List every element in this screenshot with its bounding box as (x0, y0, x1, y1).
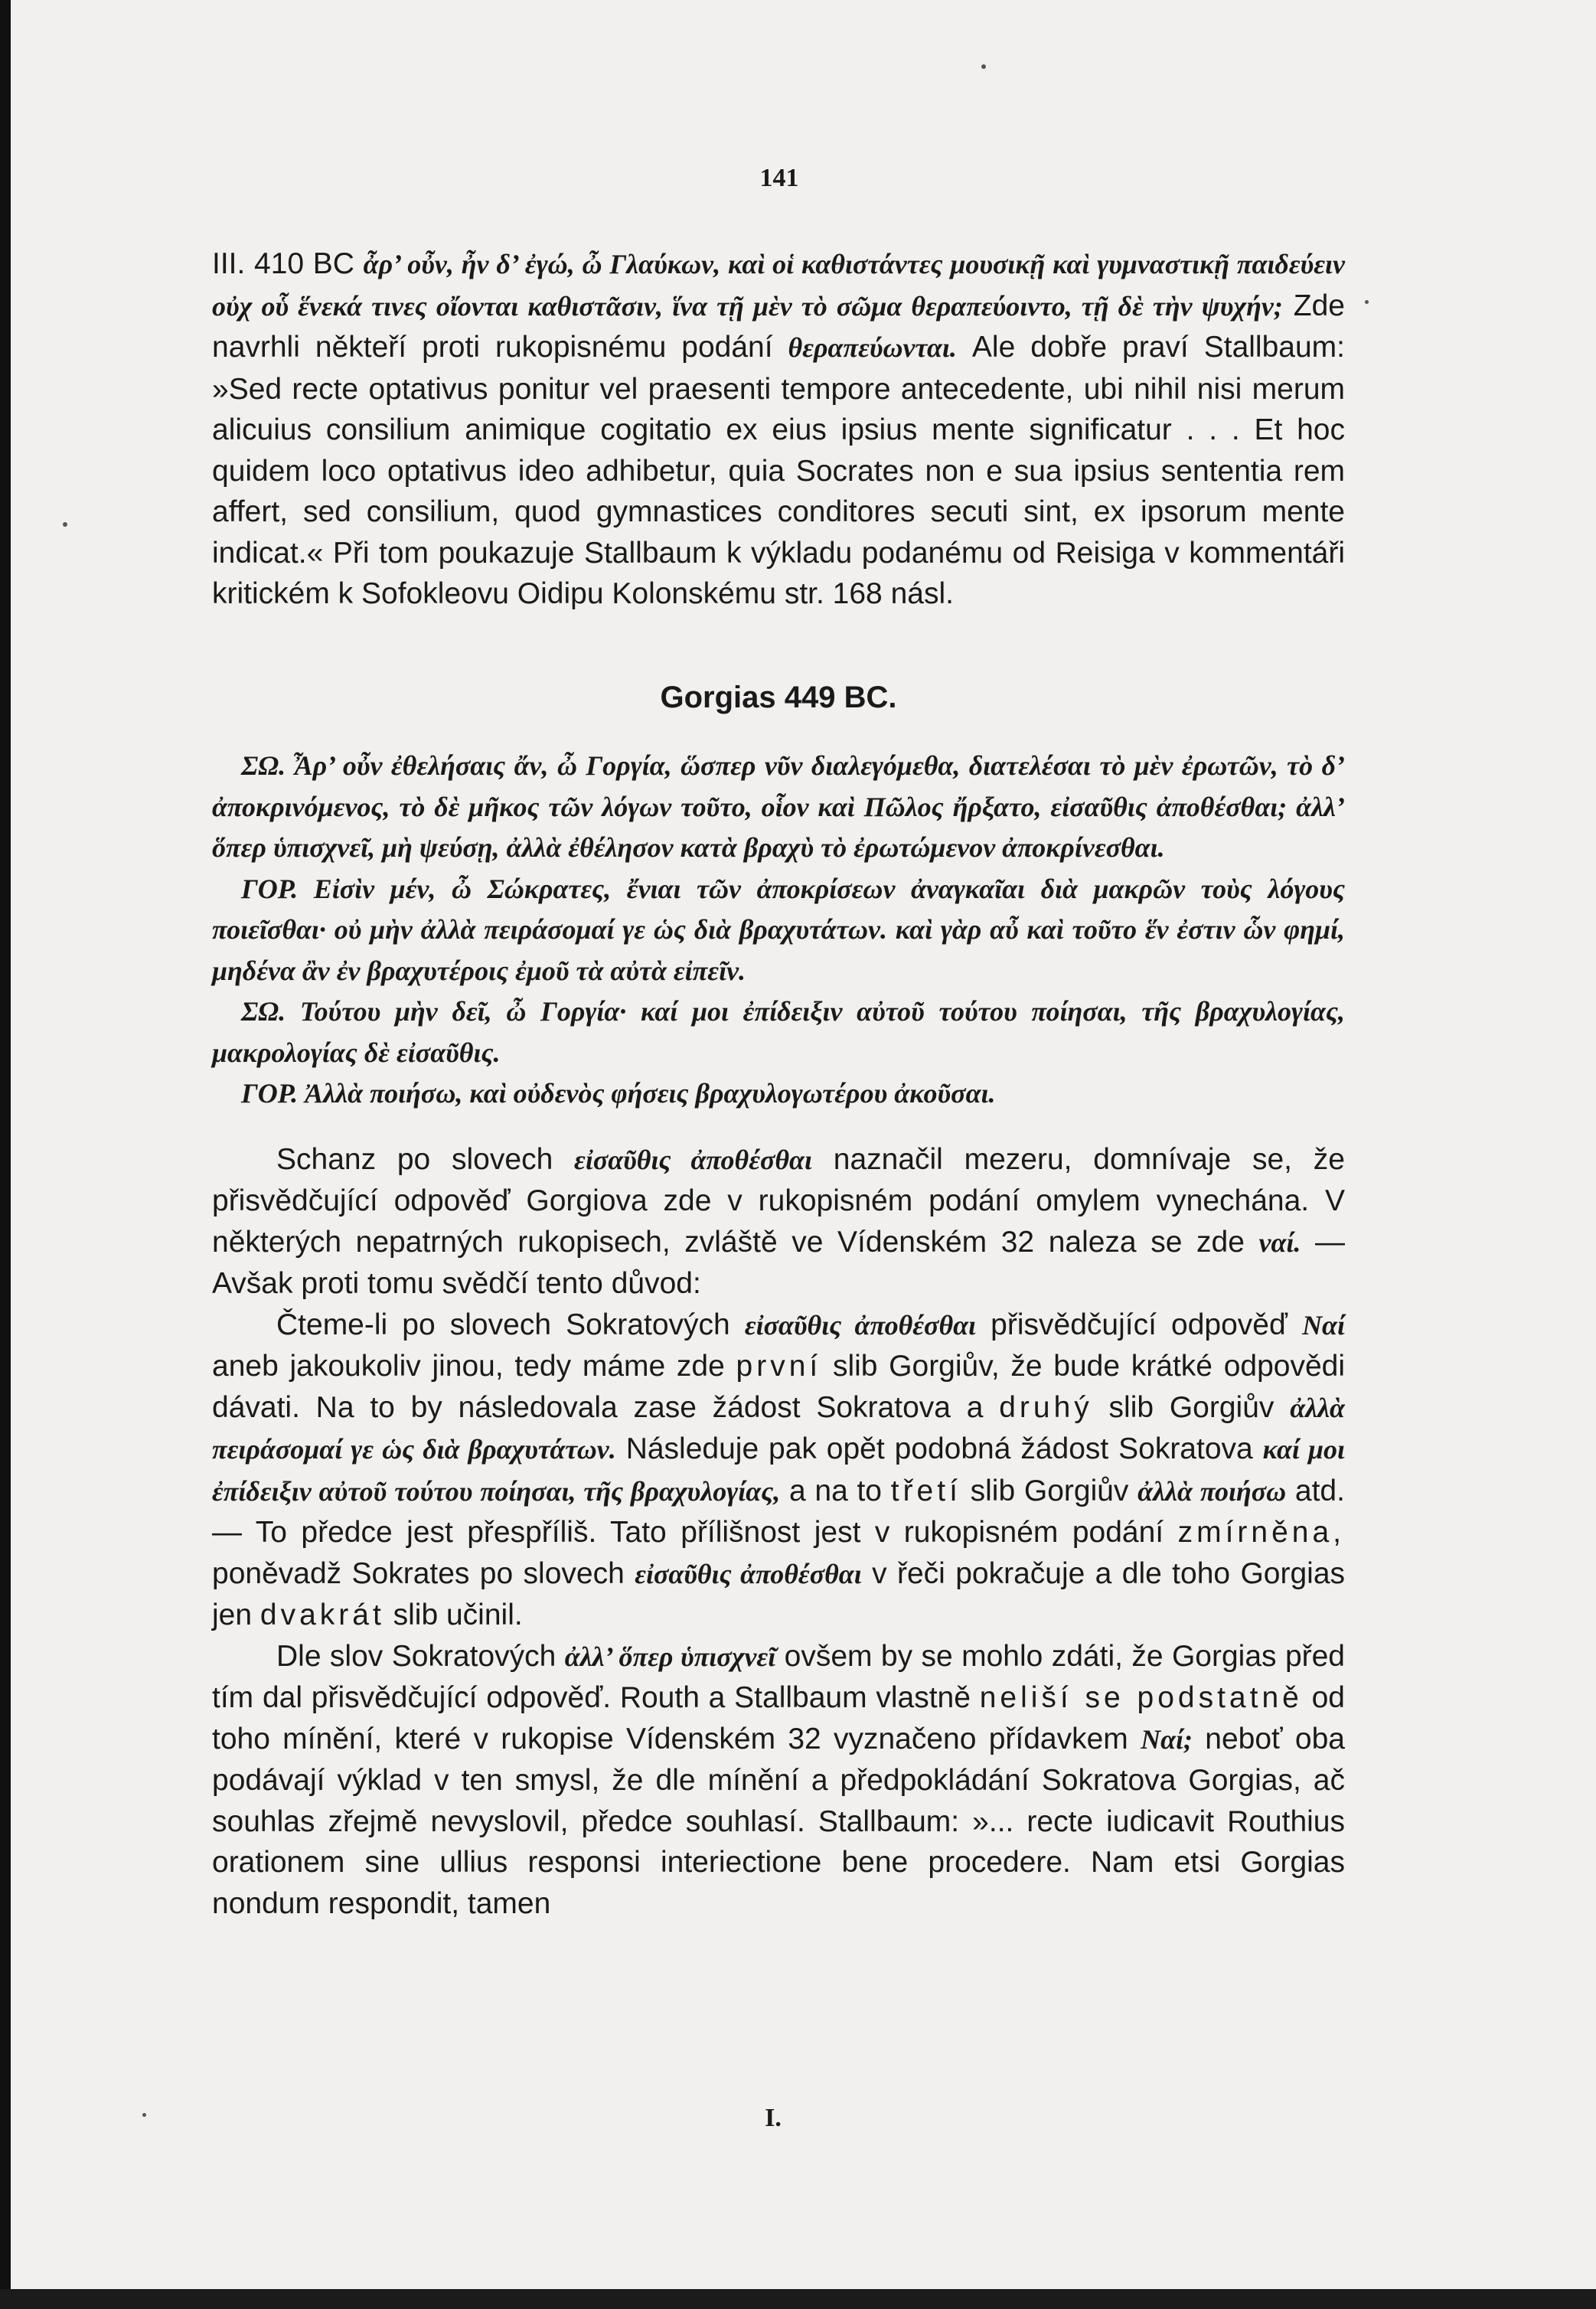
dialogue-line: ΓΟΡ. Ἀλλὰ ποιήσω, καὶ οὐδενὸς φήσεις βραχυλογωτέρου ἀκοῦσαι. (241, 1078, 996, 1109)
section-heading: Gorgias 449 BC. (660, 680, 897, 714)
page-content (212, 243, 1345, 1924)
body-text: od toho mínění, které v rukopise Vídenském 32 vyznačeno přídavkem (212, 1681, 1345, 1755)
greek-quote: Ναί (1302, 1309, 1345, 1341)
discussion (212, 1139, 1345, 1925)
dust-speck (63, 522, 67, 527)
body-text: poněvadž Sokrates po slovech (212, 1556, 625, 1590)
body-text: Následuje pak opět podobná žádost Sokratova (625, 1432, 1253, 1465)
greek-quote: θεραπεύωνται. (788, 332, 957, 363)
discussion-paragraph (212, 1636, 1345, 1925)
greek-quote: ἀλλ’ ὅπερ ὑπισχνεῖ (564, 1641, 776, 1672)
body-text: slib Gorgiův (970, 1474, 1129, 1507)
dust-speck (142, 2113, 146, 2117)
body-text: slib Gorgiův, že bude krátké odpovědi dávati. Na to by následovala zase žádost Sokratova a (212, 1350, 1345, 1424)
greek-quote: ἀλλὰ πειράσομαί γε ὡς διὰ βραχυτάτων. (212, 1392, 1345, 1465)
page-left-edge (0, 0, 11, 2309)
signature-mark: I. (765, 2104, 782, 2132)
spaced-emphasis: první (736, 1350, 822, 1383)
spaced-emphasis: neliší se podstatně (979, 1681, 1303, 1714)
dust-speck (981, 64, 986, 69)
spaced-emphasis: třetí (890, 1474, 961, 1507)
greek-quote: εἰσαῦθις ἀποθέσθαι (635, 1558, 862, 1589)
body-text: naznačil mezeru, domnívaje se, že přisvědčující odpověď Gorgiova zde v rukopisném podání omylem vynechána. V některých nepatrných rukopisech, zvláště ve Vídenském 32 naleza se zde (212, 1142, 1345, 1259)
body-text: přisvědčující odpověď (991, 1308, 1288, 1341)
dialogue-line: ΣΩ. Ἆρ’ οὖν ἐθελήσαις ἄν, ὦ Γοργία, ὥσπερ νῦν διαλεγόμεθα, διατελέσαι τὸ μὲν ἐρωτῶν, τὸ δ’ ἀποκρινόμενος, τὸ δὲ μῆκος τῶν λόγων τοῦτο, οἷον καὶ Πῶλος ἤρξατο, εἰσαῦθις ἀποθέσθαι; ἀλλ’ ὅπερ ὑπισχνεῖ, μὴ ψεύσῃ, ἀλλὰ ἐθέλησον κατὰ βραχὺ τὸ ἐρωτώμενον ἀποκρίνεσθαι. (212, 750, 1345, 863)
greek-quote: εἰσαῦθις ἀποθέσθαι (574, 1144, 812, 1175)
dust-speck (1365, 300, 1369, 304)
spaced-emphasis: druhý (999, 1390, 1093, 1424)
body-text: neboť oba podávají výklad v ten smysl, že dle mínění a předpokládání Sokratova Gorgias, ač souhlas zřejmě nevyslovil, předce souhlasí. Stallbaum: »... recte iudicavit Routhius orationem sine ullius responsi interiectione bene procedere. Nam etsi Gorgias nondum respondit, tamen (212, 1722, 1345, 1920)
discussion-paragraph (212, 1139, 1345, 1305)
body-text: atd. — To předce jest přespříliš. Tato přílišnost jest v rukopisném podání (212, 1474, 1345, 1549)
body-text: a na to (788, 1474, 883, 1507)
greek-dialogue (212, 746, 1345, 1115)
body-text: Dle slov Sokratových (276, 1639, 556, 1673)
greek-quote: εἰσαῦθις ἀποθέσθαι (744, 1309, 977, 1341)
page-number: 141 (759, 164, 799, 192)
body-text: aneb jakoukoliv jinou, tedy máme zde (212, 1350, 725, 1383)
page-bottom-edge (0, 2289, 1596, 2309)
body-text: — Avšak proti tomu svědčí tento důvod: (212, 1225, 1346, 1300)
body-text: slib učinil. (393, 1599, 523, 1631)
body-text: Čteme-li po slovech Sokratových (276, 1308, 730, 1341)
dialogue-line: ΓΟΡ. Εἰσὶν μέν, ὦ Σώκρατες, ἔνιαι τῶν ἀποκρίσεων ἀναγκαῖαι διὰ μακρῶν τοὺς λόγους ποιεῖσθαι· οὐ μὴν ἀλλὰ πειράσομαί γε ὡς διὰ βραχυτάτων. καὶ γὰρ αὖ καὶ τοῦτο ἕν ἐστιν ὧν φημί, μηδένα ἂν ἐν βραχυτέροις ἐμοῦ τὰ αὐτὰ εἰπεῖν. (212, 873, 1345, 986)
greek-quote: καί μοι ἐπίδειξιν αὐτοῦ τούτου ποίησαι, τῆς βραχυλογίας, (212, 1434, 1346, 1507)
greek-quote: Ναί; (1141, 1723, 1193, 1755)
spaced-emphasis: dvakrát (259, 1599, 385, 1631)
body-text: ovšem by se mohlo zdáti, že Gorgias před tím dal přisvědčující odpověď. Routh a Stallbaum vlastně (212, 1639, 1345, 1714)
greek-quote: ναί. (1258, 1226, 1301, 1258)
body-text: v řeči pokračuje a dle toho Gorgias jen (212, 1556, 1346, 1631)
spaced-emphasis: zmírněna, (1177, 1516, 1346, 1549)
dialogue-line: ΣΩ. Τούτου μὴν δεῖ, ὦ Γοργία· καί μοι ἐπίδειξιν αὐτοῦ τούτου ποίησαι, τῆς βραχυλογίας, μακρολογίας δὲ εἰσαῦθις. (212, 996, 1345, 1068)
text-reference: III. 410 BC (212, 247, 354, 280)
body-text: Schanz po slovech (276, 1142, 553, 1176)
commentary-paragraph (212, 243, 1345, 615)
greek-quote: ἀλλὰ ποιήσω (1137, 1475, 1287, 1507)
discussion-paragraph (212, 1305, 1345, 1636)
greek-quote: ἆρ’ οὖν, ἦν δ’ ἐγώ, ὦ Γλαύκων, καὶ οἱ καθιστάντες μουσικῇ καὶ γυμναστικῇ παιδεύειν οὐχ οὗ ἕνεκά τινες οἴονται καθιστᾶσιν, ἵνα τῇ μὲν τὸ σῶμα θεραπεύοιντο, τῇ δὲ τὴν ψυχήν; (212, 249, 1345, 322)
body-text: Zde navrhli někteří proti rukopisnému podání (212, 289, 1345, 364)
body-text: slib Gorgiův (1108, 1390, 1275, 1424)
body-text: Ale dobře praví Stallbaum: »Sed recte optativus ponitur vel praesenti tempore antecedente, ubi nihil nisi merum alicuius consilium animique cogitatio ex eius ipsius mente significatur . . . Et hoc quidem loco optativus ideo adhibetur, quia Socrates non e sua ipsius sententia rem affert, sed consilium, quod gymnastices conditores secuti sint, ex ipsorum mente indicat.« Při tom poukazuje Stallbaum k výkladu podanému od Reisiga v kommentáři kritickém k Sofokleovu Oidipu Kolonskému str. 168 násl. (212, 331, 1345, 610)
